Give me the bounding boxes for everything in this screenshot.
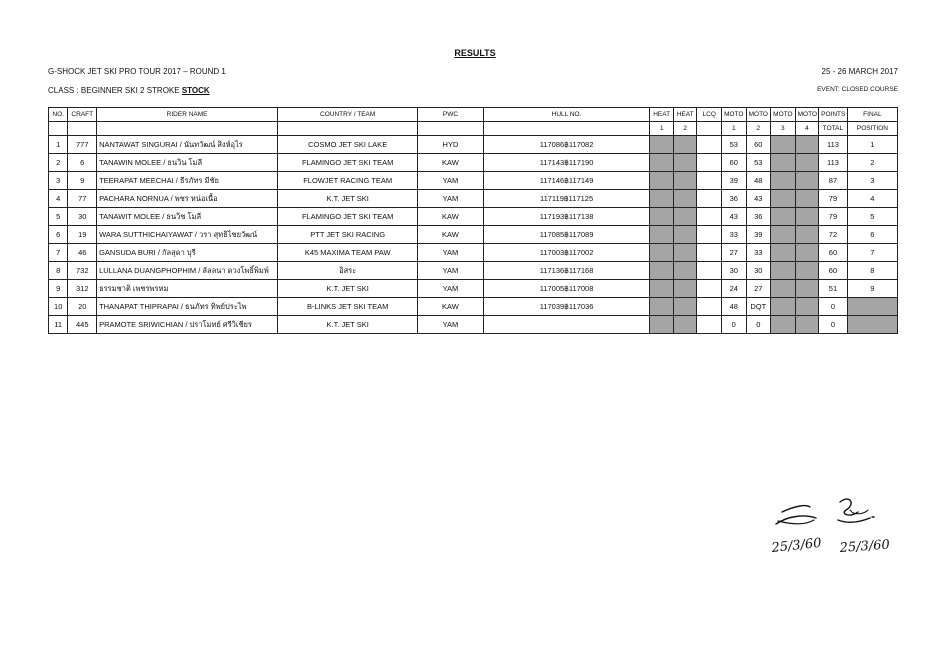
cell-pwc: YAM xyxy=(418,172,483,190)
cell-country: K.T. JET SKI xyxy=(278,190,418,208)
cell-craft: 6 xyxy=(68,154,97,172)
cell-no: 9 xyxy=(49,280,68,298)
cell-country: B-LINKS JET SKI TEAM xyxy=(278,298,418,316)
cell-moto-2: 39 xyxy=(746,226,771,244)
subheader-pwc xyxy=(418,122,483,136)
cell-moto-1: 27 xyxy=(721,244,746,262)
cell-total: 0 xyxy=(819,316,848,334)
cell-lcq xyxy=(697,262,722,280)
cell-moto-1: 53 xyxy=(721,136,746,154)
cell-moto-3 xyxy=(771,244,796,262)
cell-heat-1 xyxy=(650,244,674,262)
cell-moto-4 xyxy=(795,190,819,208)
table-row xyxy=(49,226,898,244)
cell-heat-1 xyxy=(650,172,674,190)
cell-rider: TANAWIT MOLEE / ธนวิช โมลี xyxy=(97,208,278,226)
subheader-position: POSITION xyxy=(847,122,897,136)
cell-craft: 312 xyxy=(68,280,97,298)
cell-no: 8 xyxy=(49,262,68,280)
cell-craft: 777 xyxy=(68,136,97,154)
cell-hull: 117146฿117149 xyxy=(483,172,650,190)
cell-position: 6 xyxy=(847,226,897,244)
header-moto-1: MOTO xyxy=(721,108,746,122)
cell-moto-1: 43 xyxy=(721,208,746,226)
cell-rider: ธรรมชาติ เพชรพรหม xyxy=(97,280,278,298)
subheader-country xyxy=(278,122,418,136)
cell-no: 11 xyxy=(49,316,68,334)
header-row xyxy=(49,108,898,122)
cell-no: 4 xyxy=(49,190,68,208)
cell-hull: 117085฿117089 xyxy=(483,226,650,244)
cell-pwc: KAW xyxy=(418,298,483,316)
cell-rider: GANSUDA BURI / กัลสุดา บุรี xyxy=(97,244,278,262)
cell-hull: 117143฿117190 xyxy=(483,154,650,172)
cell-moto-3 xyxy=(771,226,796,244)
subheader-row xyxy=(49,122,898,136)
event-type: EVENT: CLOSED COURSE xyxy=(817,86,898,93)
cell-lcq xyxy=(697,172,722,190)
cell-hull: 117086฿117082 xyxy=(483,136,650,154)
cell-moto-1: 60 xyxy=(721,154,746,172)
cell-moto-2: 33 xyxy=(746,244,771,262)
cell-moto-2: 43 xyxy=(746,190,771,208)
cell-moto-4 xyxy=(795,226,819,244)
cell-heat-2 xyxy=(673,298,697,316)
cell-position: 8 xyxy=(847,262,897,280)
cell-moto-2: 27 xyxy=(746,280,771,298)
cell-moto-3 xyxy=(771,298,796,316)
cell-hull: 117119฿117125 xyxy=(483,190,650,208)
cell-pwc: YAM xyxy=(418,316,483,334)
cell-pwc: YAM xyxy=(418,280,483,298)
cell-lcq xyxy=(697,190,722,208)
cell-craft: 9 xyxy=(68,172,97,190)
cell-heat-1 xyxy=(650,316,674,334)
subheader-heat-1: 1 xyxy=(650,122,674,136)
cell-heat-2 xyxy=(673,226,697,244)
results-table xyxy=(48,107,898,334)
cell-craft: 19 xyxy=(68,226,97,244)
cell-country: COSMO JET SKI LAKE xyxy=(278,136,418,154)
cell-moto-3 xyxy=(771,172,796,190)
class-label xyxy=(48,86,210,95)
header-pwc: PWC xyxy=(418,108,483,122)
cell-moto-3 xyxy=(771,154,796,172)
cell-pwc: KAW xyxy=(418,226,483,244)
cell-moto-4 xyxy=(795,262,819,280)
signature-date-2: 25/3/60 xyxy=(839,537,891,556)
cell-moto-3 xyxy=(771,190,796,208)
header-heat-2: HEAT xyxy=(673,108,697,122)
cell-craft: 30 xyxy=(68,208,97,226)
cell-moto-4 xyxy=(795,316,819,334)
cell-rider: NANTAWAT SINGURAI / นันทวัฒน์ สิงห์อุไร xyxy=(97,136,278,154)
cell-moto-4 xyxy=(795,244,819,262)
cell-moto-2: DQT xyxy=(746,298,771,316)
cell-lcq xyxy=(697,208,722,226)
cell-heat-2 xyxy=(673,280,697,298)
cell-moto-1: 30 xyxy=(721,262,746,280)
cell-country: FLOWJET RACING TEAM xyxy=(278,172,418,190)
cell-total: 79 xyxy=(819,190,848,208)
cell-moto-2: 48 xyxy=(746,172,771,190)
cell-hull: 117039฿117036 xyxy=(483,298,650,316)
cell-heat-2 xyxy=(673,244,697,262)
subheader-rider xyxy=(97,122,278,136)
class-stock: STOCK xyxy=(181,86,210,95)
results-body xyxy=(49,136,898,334)
cell-hull: 117136฿117168 xyxy=(483,262,650,280)
cell-heat-2 xyxy=(673,190,697,208)
table-row xyxy=(49,280,898,298)
cell-country: FLAMINGO JET SKI TEAM xyxy=(278,154,418,172)
cell-position: 3 xyxy=(847,172,897,190)
cell-lcq xyxy=(697,280,722,298)
cell-pwc: KAW xyxy=(418,154,483,172)
header-rider: RIDER NAME xyxy=(97,108,278,122)
header-final: FINAL xyxy=(847,108,897,122)
cell-moto-1: 24 xyxy=(721,280,746,298)
subheader-moto-1: 1 xyxy=(721,122,746,136)
subheader-no xyxy=(49,122,68,136)
subheader-total: TOTAL xyxy=(819,122,848,136)
cell-hull: 117193฿117138 xyxy=(483,208,650,226)
cell-heat-2 xyxy=(673,208,697,226)
cell-craft: 732 xyxy=(68,262,97,280)
subheader-moto-2: 2 xyxy=(746,122,771,136)
cell-total: 113 xyxy=(819,136,848,154)
cell-moto-4 xyxy=(795,136,819,154)
cell-moto-4 xyxy=(795,154,819,172)
cell-total: 79 xyxy=(819,208,848,226)
cell-hull: 117005฿117008 xyxy=(483,280,650,298)
cell-position: 5 xyxy=(847,208,897,226)
cell-craft: 46 xyxy=(68,244,97,262)
cell-country: FLAMINGO JET SKI TEAM xyxy=(278,208,418,226)
cell-moto-3 xyxy=(771,208,796,226)
cell-heat-1 xyxy=(650,208,674,226)
cell-heat-1 xyxy=(650,280,674,298)
subheader-craft xyxy=(68,122,97,136)
cell-moto-1: 36 xyxy=(721,190,746,208)
cell-moto-4 xyxy=(795,280,819,298)
cell-heat-2 xyxy=(673,154,697,172)
table-row xyxy=(49,172,898,190)
cell-pwc: KAW xyxy=(418,208,483,226)
cell-lcq xyxy=(697,244,722,262)
event-name: G-SHOCK JET SKI PRO TOUR 2017 – ROUND 1 xyxy=(48,67,226,76)
header-moto-3: MOTO xyxy=(771,108,796,122)
subheader-moto-4: 4 xyxy=(795,122,819,136)
table-row xyxy=(49,136,898,154)
cell-moto-4 xyxy=(795,298,819,316)
header-heat-1: HEAT xyxy=(650,108,674,122)
cell-country: อิสระ xyxy=(278,262,418,280)
cell-country: K.T. JET SKI xyxy=(278,280,418,298)
cell-lcq xyxy=(697,316,722,334)
cell-lcq xyxy=(697,298,722,316)
cell-heat-2 xyxy=(673,172,697,190)
event-date: 25 - 26 MARCH 2017 xyxy=(821,67,898,76)
cell-pwc: YAM xyxy=(418,244,483,262)
cell-moto-2: 0 xyxy=(746,316,771,334)
table-row xyxy=(49,298,898,316)
cell-craft: 20 xyxy=(68,298,97,316)
cell-pwc: YAM xyxy=(418,262,483,280)
cell-no: 1 xyxy=(49,136,68,154)
cell-position: 2 xyxy=(847,154,897,172)
header-hull: HULL NO. xyxy=(483,108,650,122)
cell-moto-1: 33 xyxy=(721,226,746,244)
cell-heat-2 xyxy=(673,262,697,280)
cell-moto-2: 60 xyxy=(746,136,771,154)
header-craft: CRAFT xyxy=(68,108,97,122)
cell-craft: 445 xyxy=(68,316,97,334)
cell-no: 5 xyxy=(49,208,68,226)
cell-no: 6 xyxy=(49,226,68,244)
subheader-moto-3: 3 xyxy=(771,122,796,136)
table-row xyxy=(49,154,898,172)
cell-total: 0 xyxy=(819,298,848,316)
cell-moto-3 xyxy=(771,316,796,334)
signature xyxy=(760,490,900,570)
table-row xyxy=(49,244,898,262)
cell-total: 87 xyxy=(819,172,848,190)
header-moto-2: MOTO xyxy=(746,108,771,122)
cell-moto-4 xyxy=(795,208,819,226)
cell-rider: TEERAPAT MEECHAI / ธีรภัทร มีชัย xyxy=(97,172,278,190)
cell-moto-2: 36 xyxy=(746,208,771,226)
cell-moto-2: 53 xyxy=(746,154,771,172)
cell-country: K.T. JET SKI xyxy=(278,316,418,334)
cell-heat-1 xyxy=(650,136,674,154)
cell-moto-4 xyxy=(795,172,819,190)
header-no: NO. xyxy=(49,108,68,122)
cell-moto-1: 39 xyxy=(721,172,746,190)
cell-no: 2 xyxy=(49,154,68,172)
cell-moto-2: 30 xyxy=(746,262,771,280)
cell-rider: THANAPAT THIPRAPAI / ธนภัทร ทิพย์ประไพ xyxy=(97,298,278,316)
cell-position: 7 xyxy=(847,244,897,262)
subheader-heat-2: 2 xyxy=(673,122,697,136)
cell-moto-3 xyxy=(771,280,796,298)
cell-rider: LULLANA DUANGPHOPHIM / ลัลลนา ดวงโพธิ์พิมพ์ xyxy=(97,262,278,280)
header-country: COUNTRY / TEAM xyxy=(278,108,418,122)
cell-rider: WARA SUTTHICHAIYAWAT / วรา สุทธิไชยวัฒน์ xyxy=(97,226,278,244)
cell-heat-2 xyxy=(673,136,697,154)
table-row xyxy=(49,262,898,280)
cell-moto-1: 48 xyxy=(721,298,746,316)
results-title: RESULTS xyxy=(454,48,496,58)
cell-country: PTT JET SKI RACING xyxy=(278,226,418,244)
class-prefix: CLASS : BEGINNER SKI 2 STROKE xyxy=(48,86,182,95)
cell-no: 7 xyxy=(49,244,68,262)
signature-date-1: 25/3/60 xyxy=(770,535,823,556)
cell-position: 9 xyxy=(847,280,897,298)
cell-total: 60 xyxy=(819,262,848,280)
cell-total: 51 xyxy=(819,280,848,298)
cell-pwc: YAM xyxy=(418,190,483,208)
cell-hull: 117003฿117002 xyxy=(483,244,650,262)
cell-pwc: HYD xyxy=(418,136,483,154)
cell-rider: TANAWIN MOLEE / ธนวิน โมลี xyxy=(97,154,278,172)
header-moto-4: MOTO xyxy=(795,108,819,122)
cell-moto-3 xyxy=(771,136,796,154)
table-row xyxy=(49,190,898,208)
cell-moto-3 xyxy=(771,262,796,280)
cell-country: K45 MAXIMA TEAM PAW xyxy=(278,244,418,262)
cell-lcq xyxy=(697,154,722,172)
cell-total: 72 xyxy=(819,226,848,244)
cell-no: 3 xyxy=(49,172,68,190)
cell-moto-1: 0 xyxy=(721,316,746,334)
cell-lcq xyxy=(697,136,722,154)
subheader-lcq xyxy=(697,122,722,136)
subheader-hull xyxy=(483,122,650,136)
header-lcq: LCQ xyxy=(697,108,722,122)
cell-rider: PACHARA NORNUA / พชร หน่อเนื้อ xyxy=(97,190,278,208)
cell-hull xyxy=(483,316,650,334)
cell-heat-1 xyxy=(650,226,674,244)
header-points: POINTS xyxy=(819,108,848,122)
cell-craft: 77 xyxy=(68,190,97,208)
cell-position xyxy=(847,298,897,316)
cell-no: 10 xyxy=(49,298,68,316)
cell-heat-1 xyxy=(650,262,674,280)
cell-total: 60 xyxy=(819,244,848,262)
cell-heat-1 xyxy=(650,154,674,172)
cell-position: 1 xyxy=(847,136,897,154)
cell-position: 4 xyxy=(847,190,897,208)
cell-lcq xyxy=(697,226,722,244)
cell-heat-1 xyxy=(650,190,674,208)
cell-heat-1 xyxy=(650,298,674,316)
cell-position xyxy=(847,316,897,334)
table-row xyxy=(49,208,898,226)
cell-heat-2 xyxy=(673,316,697,334)
cell-rider: PRAMOTE SRIWICHIAN / ปราโมทย์ ศรีวิเชียร xyxy=(97,316,278,334)
table-row xyxy=(49,316,898,334)
cell-total: 113 xyxy=(819,154,848,172)
